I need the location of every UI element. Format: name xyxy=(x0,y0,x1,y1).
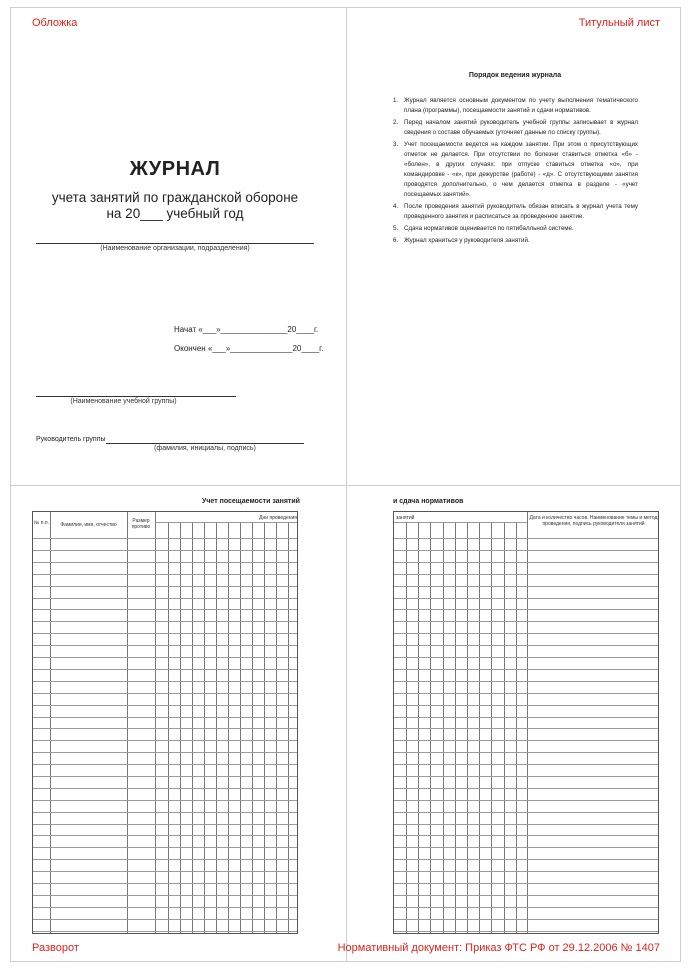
grid-row-line xyxy=(394,800,658,801)
grid-column-line xyxy=(50,512,51,933)
rules-item: 3. Учет посещаемости ведется на каждом занятии. При этом о присутствующих отметок не делается. При отсутствии по болезни ставиться отметка «б» - «болен», в других случаях: при отпуске ставиться отметка «о», при командировке - «к», при дежурстве (работе) - «д». С отсутствующими занятия проводятся дополнительно, о чем делается отметка в разделе - «учет посещаемых занятий». xyxy=(393,141,638,198)
grid-row-line xyxy=(33,752,297,753)
grid-row-line xyxy=(33,740,297,741)
attendance-table xyxy=(32,511,298,934)
grid-row-line xyxy=(33,645,297,646)
grid-row-line xyxy=(33,621,297,622)
grid-row-line xyxy=(394,931,658,932)
grid-row-line xyxy=(33,883,297,884)
grid-row-line xyxy=(33,907,297,908)
grid-row-line xyxy=(33,609,297,610)
grid-row-line xyxy=(33,919,297,920)
grid-column-line xyxy=(127,512,128,933)
label-spread: Разворот xyxy=(32,942,79,954)
grid-row-line xyxy=(33,669,297,670)
grid-row-line xyxy=(394,717,658,718)
grid-row-line xyxy=(394,764,658,765)
grid-row-line xyxy=(394,598,658,599)
grid-row-line xyxy=(394,824,658,825)
started-date: Начат «___»_______________20____г. xyxy=(174,325,319,334)
header-info: Дата и количество часов. Наименование темы и метод проведения, подпись руководителя занятий xyxy=(529,515,658,527)
grid-row-line xyxy=(394,871,658,872)
grid-row-line xyxy=(394,740,658,741)
grid-row-line xyxy=(33,871,297,872)
normatives-table xyxy=(393,511,659,934)
leader-line xyxy=(106,443,304,444)
grid-row-line xyxy=(33,835,297,836)
grid-row-line xyxy=(394,752,658,753)
grid-row-line xyxy=(394,586,658,587)
grid-row-line xyxy=(394,621,658,622)
grid-row-line xyxy=(394,788,658,789)
grid-row-line xyxy=(33,859,297,860)
grid-row-line xyxy=(394,562,658,563)
grid-row-line xyxy=(33,574,297,575)
finished-date: Окончен «___»______________20____г. xyxy=(174,344,324,353)
horizontal-fold xyxy=(10,485,681,486)
grid-row-line xyxy=(33,788,297,789)
grid-row-line xyxy=(33,895,297,896)
header-days: Дни проведения xyxy=(259,515,297,521)
grid-row-line xyxy=(394,776,658,777)
rules-item: 1. Журнал является основным документом по учету выполнения тематического плана (программы), посещаемости занятий и сдачи нормативов. xyxy=(393,97,638,114)
grid-row-line xyxy=(33,800,297,801)
grid-row-line xyxy=(33,764,297,765)
grid-row-line xyxy=(33,812,297,813)
leader-caption: (фамилия, инициалы, подпись) xyxy=(154,445,256,452)
grid-column-line xyxy=(155,512,156,933)
group-line xyxy=(36,396,236,397)
grid-row-line xyxy=(394,835,658,836)
rules-item: 6. Журнал храниться у руководителя занятий. xyxy=(393,237,530,244)
grid-row-line xyxy=(33,598,297,599)
rules-list xyxy=(393,96,638,248)
grid-row-line xyxy=(394,669,658,670)
org-caption: (Наименование организации, подразделения) xyxy=(100,245,250,252)
grid-row-line xyxy=(33,931,297,932)
grid-row-line xyxy=(33,693,297,694)
grid-row-line xyxy=(394,895,658,896)
rules-item: 5. Сдача нормативов оценивается по пятибалльной системе. xyxy=(393,225,574,232)
label-cover: Обложка xyxy=(32,17,78,29)
grid-row-line xyxy=(33,776,297,777)
header-num: № п.п. xyxy=(34,520,49,526)
grid-column-line xyxy=(527,512,528,933)
grid-row-line xyxy=(33,705,297,706)
grid-row-line xyxy=(394,522,527,523)
label-title-page: Титульный лист xyxy=(578,17,660,29)
grid-row-line xyxy=(33,847,297,848)
grid-row-line xyxy=(33,717,297,718)
grid-row-line xyxy=(394,609,658,610)
header-size: Размер противо xyxy=(131,518,151,530)
grid-row-line xyxy=(394,883,658,884)
grid-row-line xyxy=(394,538,658,539)
journal-year: на 20___ учебный год xyxy=(106,206,244,221)
grid-row-line xyxy=(394,657,658,658)
grid-row-line xyxy=(394,919,658,920)
grid-row-line xyxy=(394,907,658,908)
group-caption: (Наименование учебной группы) xyxy=(70,398,177,405)
label-normative: Нормативный документ: Приказ ФТС РФ от 29.12.2006 № 1407 xyxy=(337,942,660,954)
normatives-title: и сдача нормативов xyxy=(393,498,464,505)
grid-row-line xyxy=(33,550,297,551)
grid-row-line xyxy=(394,550,658,551)
grid-row-line xyxy=(33,681,297,682)
grid-row-line xyxy=(394,645,658,646)
grid-row-line xyxy=(33,657,297,658)
journal-subtitle: учета занятий по гражданской обороне xyxy=(51,190,299,205)
grid-row-line xyxy=(155,522,297,523)
journal-title: ЖУРНАЛ xyxy=(129,158,221,180)
grid-row-line xyxy=(33,633,297,634)
grid-row-line xyxy=(33,586,297,587)
grid-row-line xyxy=(394,847,658,848)
grid-row-line xyxy=(33,562,297,563)
grid-row-line xyxy=(394,705,658,706)
grid-row-line xyxy=(394,812,658,813)
grid-row-line xyxy=(394,728,658,729)
rules-item: 2. Перед началом занятий руководитель учебной группы записывает в журнал сведения о составе обучаемых (уточняет данные по списку группы). xyxy=(393,119,638,136)
rules-title: Порядок ведения журнала xyxy=(468,72,562,79)
grid-row-line xyxy=(394,574,658,575)
leader-label: Руководитель группы xyxy=(36,436,106,443)
grid-row-line xyxy=(33,824,297,825)
attendance-title: Учет посещаемости занятий xyxy=(202,498,300,505)
rules-item: 4. После проведения занятий руководитель обязан вписать в журнал учета тему проведенного занятия и расписаться за проведенное занятие. xyxy=(393,203,638,220)
grid-row-line xyxy=(394,859,658,860)
header-name: Фамилия, имя, отчество xyxy=(60,522,117,528)
grid-row-line xyxy=(33,728,297,729)
header-lessons: занятий xyxy=(396,515,415,521)
grid-row-line xyxy=(394,633,658,634)
grid-row-line xyxy=(33,538,297,539)
org-line xyxy=(36,243,314,244)
grid-row-line xyxy=(394,693,658,694)
grid-row-line xyxy=(394,681,658,682)
